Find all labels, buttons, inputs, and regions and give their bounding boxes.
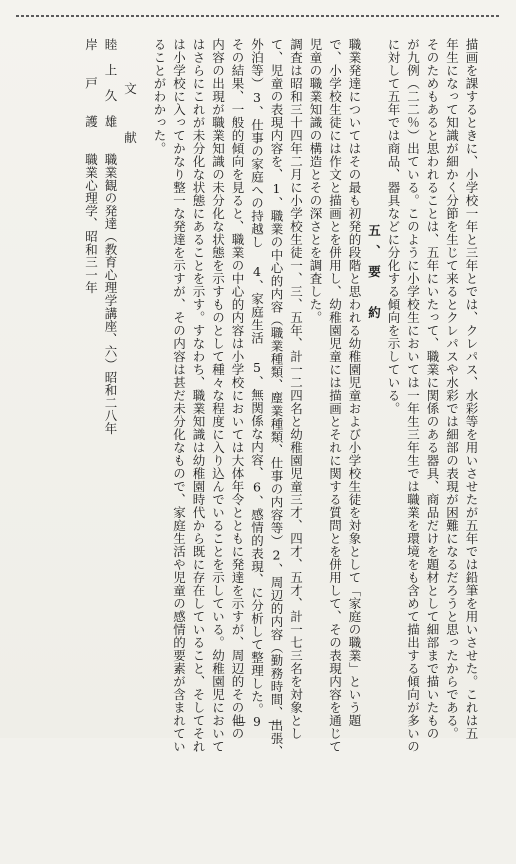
summary-column: 児童の職業知識の構造とその深さとを調査した。 — [308, 38, 323, 324]
reference-item: 岸 戸 護 職業心理学、昭和三一年 — [83, 38, 99, 294]
reference-item: 睦 上 久 雄 職業観の発達（教育心理学講座、六）昭和二八年 — [103, 38, 118, 435]
body-column: 年生になって知識が細かく分節を生じて来るとクレパスや水彩では細部の表現が困難になるだろうと思ったからである。 — [444, 38, 460, 740]
text-body — [40, 38, 480, 758]
body-column: が九例（二二％）出ている。このように小学校生においては一年生三年生では職業を環境をも含めて描出する傾向が多いの — [405, 38, 421, 753]
column-gap — [141, 38, 149, 678]
top-rule — [16, 15, 500, 17]
summary-column: て、児童の表現内容を、1、職業の中心的内容（職業種類、塵業種類、仕事の内容等）2、周辺的内容（勤務時間、出張、 — [269, 38, 284, 758]
summary-column: は小学校に入ってかなり整一な発達を示すが、その内容は甚だ未分化なもので、家庭生活や児童の感情的要素が含まれてい — [171, 38, 187, 753]
body-column: そのためもあると思われることは、五年にいたって、職業に関係のある器具、商品だけを題材として細部まで描いたもの — [425, 38, 440, 740]
summary-column: 外泊等）3、仕事の家庭への持越し 4、家庭生活 5、無関係な内容、6、感情的表現、に分析して整理した。 — [249, 38, 265, 716]
summary-column: 職業発達についてはその最も初発的段階と思われる幼稚園児童および小学校生徒を対象として「家庭の職業」という題 — [347, 38, 362, 727]
references-title: 文 献 — [122, 82, 138, 156]
summary-column: 調査は昭和三十四年二月に小学校生徒一、三、五年、計一二四名と幼稚園児童三才、四才、五才、計一七三名を対象とし — [288, 38, 304, 740]
page-number: ― 9 ― — [233, 715, 283, 729]
body-column: に対して五年では商品、器具などに分化する傾向を示している。 — [386, 38, 401, 415]
summary-column: ることがわかった。 — [152, 38, 167, 155]
summary-column: その結果、一般的傾向を見ると、職業の中心的内容は小学校においては大体年令とともに発達を示すが、周辺的その他の — [230, 38, 245, 740]
body-column: 描画を課するときに、小学校一年と三年とでは、クレパス、水彩等を用いさせたが五年では鉛筆を用いさせた。これは五 — [464, 38, 479, 740]
summary-column: はさらにこれが未分化な状態にあることを示す。すなわち、職業知識は幼稚園時代から既に存在していること、そしてそれ — [191, 38, 206, 753]
summary-column: で、小学校生徒には作文と描画とを併用し、幼稚園児童には描画とそれに関する質問とを併用して、その表現内容を通じて — [327, 38, 343, 753]
section-title: 五、要 約 — [366, 224, 382, 327]
summary-column: 内容の出現が職業知識の未分化な状態を示すものとして種々な程度に入り込んでいることを示している。幼稚園児において — [210, 38, 226, 753]
